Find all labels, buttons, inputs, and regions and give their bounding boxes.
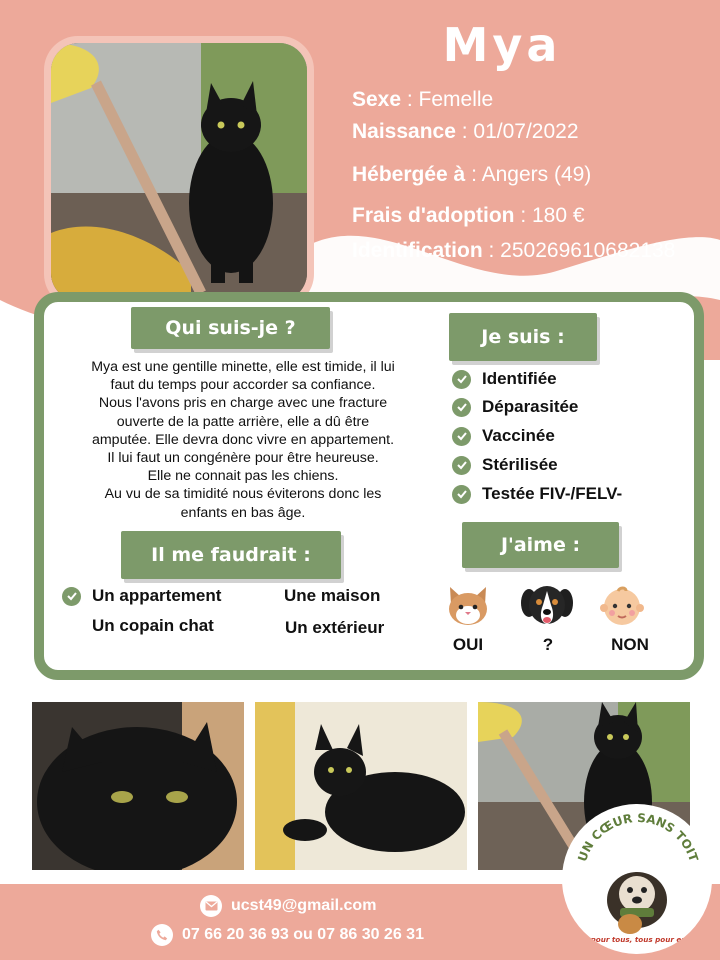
status-item (452, 369, 557, 389)
about-line: ouverte de la patte arrière, elle a dû être (116, 413, 370, 430)
hero-cat-photo (51, 43, 307, 301)
about-line: amputée. Elle devra donc vivre en appartement. (91, 431, 395, 448)
birth-label: Naissance (352, 120, 456, 143)
about-line: Elle ne connait pas les chiens. (147, 468, 339, 485)
status-title: Je suis : (449, 313, 597, 361)
check-icon (452, 456, 471, 475)
phone-text: 07 66 20 36 93 ou 07 86 30 26 31 (182, 926, 424, 943)
status-item-label: Testée FIV-/FELV- (482, 484, 623, 503)
needs-title: Il me faudrait : (121, 531, 341, 579)
need-item (62, 586, 221, 606)
fee-value: : 180 € (514, 204, 585, 227)
phone-contact[interactable] (151, 924, 424, 946)
email-text: ucst49@gmail.com (231, 897, 377, 914)
email-contact[interactable] (200, 895, 376, 917)
association-logo (562, 804, 712, 954)
status-item (452, 484, 622, 504)
about-line: enfants en bas âge. (180, 504, 306, 521)
foster-label: Hébergée à (352, 163, 466, 186)
status-item (452, 397, 578, 417)
email-icon (200, 895, 222, 917)
foster-field (352, 163, 591, 187)
fee-label: Frais d'adoption (352, 204, 515, 227)
likes-title: J'aime : (462, 522, 619, 568)
svg-text:UN CŒUR SANS TOIT: UN CŒUR SANS TOIT (575, 810, 701, 864)
check-icon (452, 427, 471, 446)
like-cats-answer: OUI (452, 635, 484, 654)
check-icon (452, 370, 471, 389)
status-item (452, 426, 555, 446)
foster-value: : Angers (49) (465, 163, 592, 186)
check-icon (62, 587, 81, 606)
like-dogs-answer: ? (542, 635, 554, 654)
status-item (452, 455, 558, 475)
about-line: Au vu de sa timidité nous éviterons donc les (104, 486, 382, 503)
cat-face-icon (445, 585, 491, 627)
hero-photo-frame (44, 36, 314, 308)
about-title: Qui suis-je ? (131, 307, 330, 349)
sex-value: : Femelle (401, 88, 494, 111)
need-item-label: Un copain chat (92, 616, 214, 635)
about-line: Nous l'avons pris en charge avec une fracture (98, 395, 388, 412)
birth-field (352, 120, 579, 144)
status-item-label: Identifiée (482, 369, 557, 388)
id-label: Identification (352, 239, 483, 262)
status-item-label: Stérilisée (482, 455, 558, 474)
cat-name-title: Mya (442, 18, 562, 72)
check-icon (452, 398, 471, 417)
id-value: : 250269610682138 (482, 239, 676, 262)
check-icon (452, 485, 471, 504)
about-line: faut du temps pour accorder sa confiance. (110, 377, 376, 394)
need-item-label: Un extérieur (285, 618, 385, 637)
sex-label: Sexe (352, 88, 402, 111)
about-text (58, 358, 428, 522)
dog-face-icon (521, 583, 573, 627)
fee-field (352, 204, 585, 228)
about-line: Il lui faut un congénère pour être heureuse. (107, 450, 379, 467)
svg-text:Un pour tous, tous pour eux !: Un pour tous, tous pour eux ! (577, 935, 697, 944)
id-field (352, 239, 675, 263)
about-line: Mya est une gentille minette, elle est timide, il lui (91, 359, 395, 375)
need-item-label: Une maison (284, 586, 381, 605)
gallery-photo-1 (32, 702, 244, 870)
sex-field (352, 88, 493, 112)
status-item-label: Déparasitée (482, 397, 579, 416)
phone-icon (151, 924, 173, 946)
status-item-label: Vaccinée (482, 426, 555, 445)
baby-face-icon (600, 585, 644, 627)
need-item-label: Un appartement (92, 586, 222, 605)
like-children-answer: NON (611, 635, 649, 654)
gallery-photo-2 (255, 702, 467, 870)
birth-value: : 01/07/2022 (455, 120, 579, 143)
